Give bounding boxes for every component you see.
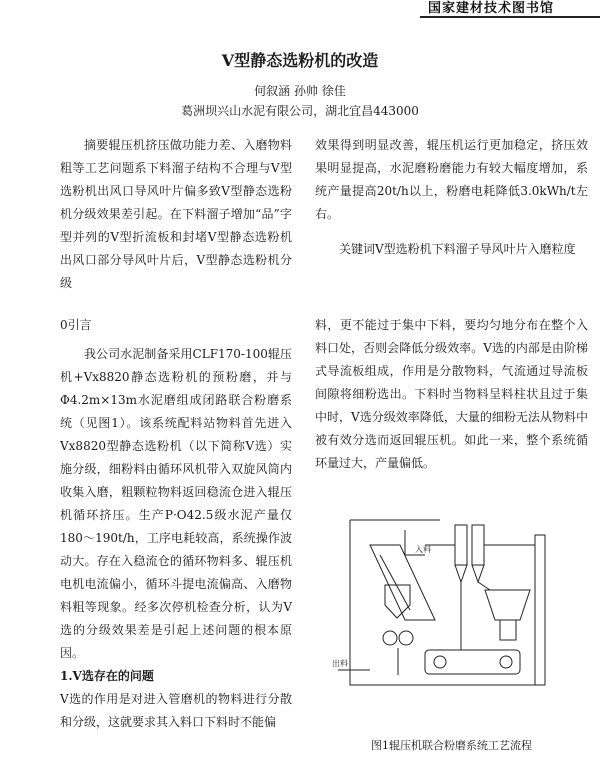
abstract-text-right: 效果得到明显改善，辊压机运行更加稳定，挤压效果明显提高，水泥磨粉磨能力有较大幅度增加，系统产量提高20t/h以上，粉磨电耗降低3.0kWh/t左右。	[315, 138, 588, 221]
journal-header: 国家建材技术图书馆	[428, 1, 555, 16]
body-left-column	[60, 314, 292, 734]
figure-1	[330, 510, 588, 720]
section-1-paragraph: V选的作用是对进入管磨机的物料进行分散和分级，这就要求其入料口下料时不能偏	[60, 692, 292, 729]
return-duct-line	[350, 520, 370, 685]
section-0-heading: 0引言	[60, 318, 92, 332]
ball-mill	[425, 650, 520, 674]
roller-right	[399, 631, 413, 645]
v-separator	[370, 545, 435, 620]
abstract-right-block	[315, 134, 588, 261]
article-title: V型静态选粉机的改造	[221, 51, 379, 70]
inlet-label: 入料	[415, 545, 431, 554]
roller-left	[383, 631, 397, 645]
article-affiliation: 葛洲坝兴山水泥有限公司，湖北宜昌443000	[181, 104, 419, 118]
powder-separator	[485, 590, 530, 620]
abstract-text-left: 摘要辊压机挤压做功能力差、入磨物料粗等工艺问题系下料溜子结构不合理与V型选粉机出风口导风叶片偏多致V型静态选粉机分级效果差引起。在下料溜子增加“品”字型并列的V型折流板和封堵V型静态选粉机出风口部分导风叶片后，V型静态选粉机分级	[60, 138, 292, 290]
keywords: 关键词V型选粉机下料溜子导风叶片入磨粒度	[339, 242, 576, 256]
cyclone-right	[472, 525, 484, 565]
stabilizing-bin	[385, 585, 410, 618]
process-flow-diagram	[330, 510, 588, 720]
bucket-elevator	[535, 535, 545, 685]
abstract-left-block	[60, 134, 292, 295]
cyclone-left	[455, 525, 467, 565]
outlet-label: 出料	[332, 659, 348, 668]
intro-paragraph: 我公司水泥制备采用CLF170-100辊压机+Vx8820静态选粉机的预粉磨，并与Φ4.2m×13m水泥磨组成闭路联合粉磨系统（见图1）。该系统配料站物料首先进入Vx8820型静态选粉机（以下简称V选）实施分级，细粉料由循环风机带入双旋风筒内收集入磨，粗颗粒物料返回稳流仓进入辊压机循环挤压。生产P·O42.5级水泥产量仅180～190t/h，工序电耗较高，系统操作波动大。存在入稳流仓的循环物料多、辊压机电机电流偏小，循环斗提电流偏高、入磨物料粗等现象。经多次停机检查分析，认为V选的分级效果差是引起上述问题的根本原因。	[60, 347, 292, 660]
article-authors: 何叙涵 孙帅 徐佳	[254, 84, 346, 98]
right-column-paragraph: 料，更不能过于集中下料，要均匀地分布在整个入料口处，否则会降低分级效率。V选的内部是由阶梯式导流板组成，作用是分散物料，气流通过导流板间隙将细粉选出。下料时当物料呈料柱状且过于集中时，V选分级效率降低，大量的细粉无法从物料中被有效分选而返回辊压机。如此一来，整个系统循环量过大，产量偏低。	[315, 318, 588, 470]
figure-caption: 图1辊压机联合粉磨系统工艺流程	[371, 739, 532, 752]
body-right-column	[315, 314, 588, 475]
section-1-heading: 1.V选存在的问题	[60, 669, 154, 683]
